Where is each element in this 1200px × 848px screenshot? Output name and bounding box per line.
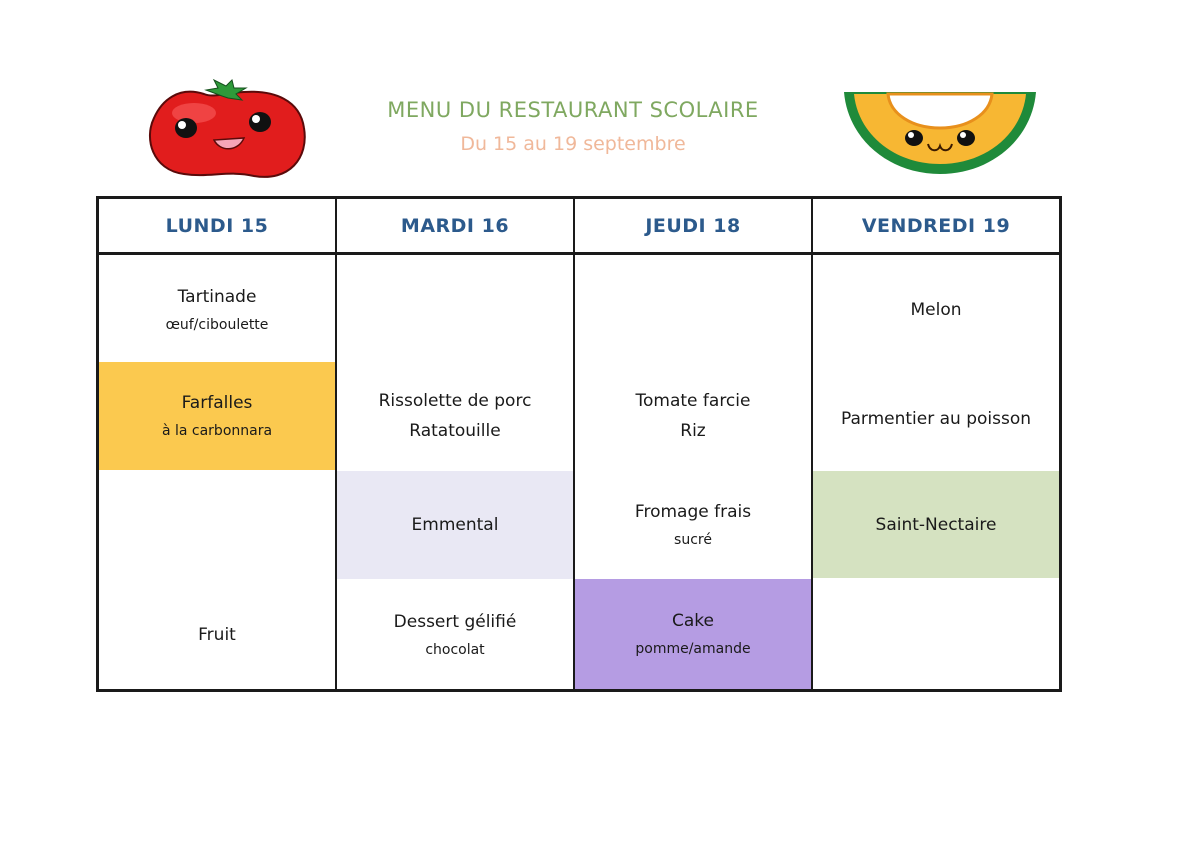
dish-name: Tomate farcie: [635, 391, 751, 411]
menu-item-starter: [99, 255, 335, 365]
menu-item-main: [99, 362, 335, 470]
dish-name: Saint-Nectaire: [875, 514, 997, 535]
dish-name: Cake: [672, 611, 714, 631]
tomato-mascot-icon: [134, 78, 312, 180]
day-column-vendredi: [813, 199, 1059, 689]
menu-table: [96, 196, 1062, 692]
menu-item-dairy: [575, 471, 811, 579]
menu-item-starter: [813, 255, 1059, 365]
dish-name: Fruit: [198, 625, 236, 645]
menu-item-cheese: [337, 471, 573, 579]
day-column-jeudi: [575, 199, 813, 689]
menu-item-main: [575, 362, 811, 470]
dish-detail: chocolat: [425, 642, 485, 658]
dish-detail: œuf/ciboulette: [165, 317, 269, 333]
menu-item-main: [337, 362, 573, 470]
menu-item-dessert: [99, 580, 335, 690]
dish-detail: à la carbonnara: [161, 423, 273, 439]
day-header: MARDI 16: [337, 199, 573, 255]
menu-item-dessert: [575, 579, 811, 689]
menu-date-range: Du 15 au 19 septembre: [460, 133, 686, 155]
dish-side: Ratatouille: [409, 421, 501, 441]
menu-title: MENU DU RESTAURANT SCOLAIRE: [387, 98, 759, 122]
dish-name: Emmental: [411, 515, 499, 535]
dish-name: Dessert gélifié: [393, 612, 517, 632]
day-header: JEUDI 18: [575, 199, 811, 255]
dish-name: Tartinade: [177, 287, 257, 307]
dish-detail: sucré: [674, 532, 712, 548]
dish-name: Melon: [910, 300, 962, 320]
dish-name: Fromage frais: [634, 502, 752, 522]
melon-mascot-icon: [840, 88, 1040, 176]
dish-name: Farfalles: [181, 393, 253, 413]
dish-name: Rissolette de porc: [378, 391, 532, 411]
day-column-mardi: [337, 199, 575, 689]
menu-item-dessert: [337, 580, 573, 690]
dish-detail: pomme/amande: [635, 641, 751, 657]
day-column-lundi: [99, 199, 337, 689]
dish-name: Parmentier au poisson: [840, 409, 1032, 429]
dish-side: Riz: [680, 421, 706, 441]
day-header: LUNDI 15: [99, 199, 335, 255]
menu-item-cheese: [813, 471, 1059, 578]
menu-item-main: [813, 365, 1059, 473]
day-header: VENDREDI 19: [813, 199, 1059, 255]
